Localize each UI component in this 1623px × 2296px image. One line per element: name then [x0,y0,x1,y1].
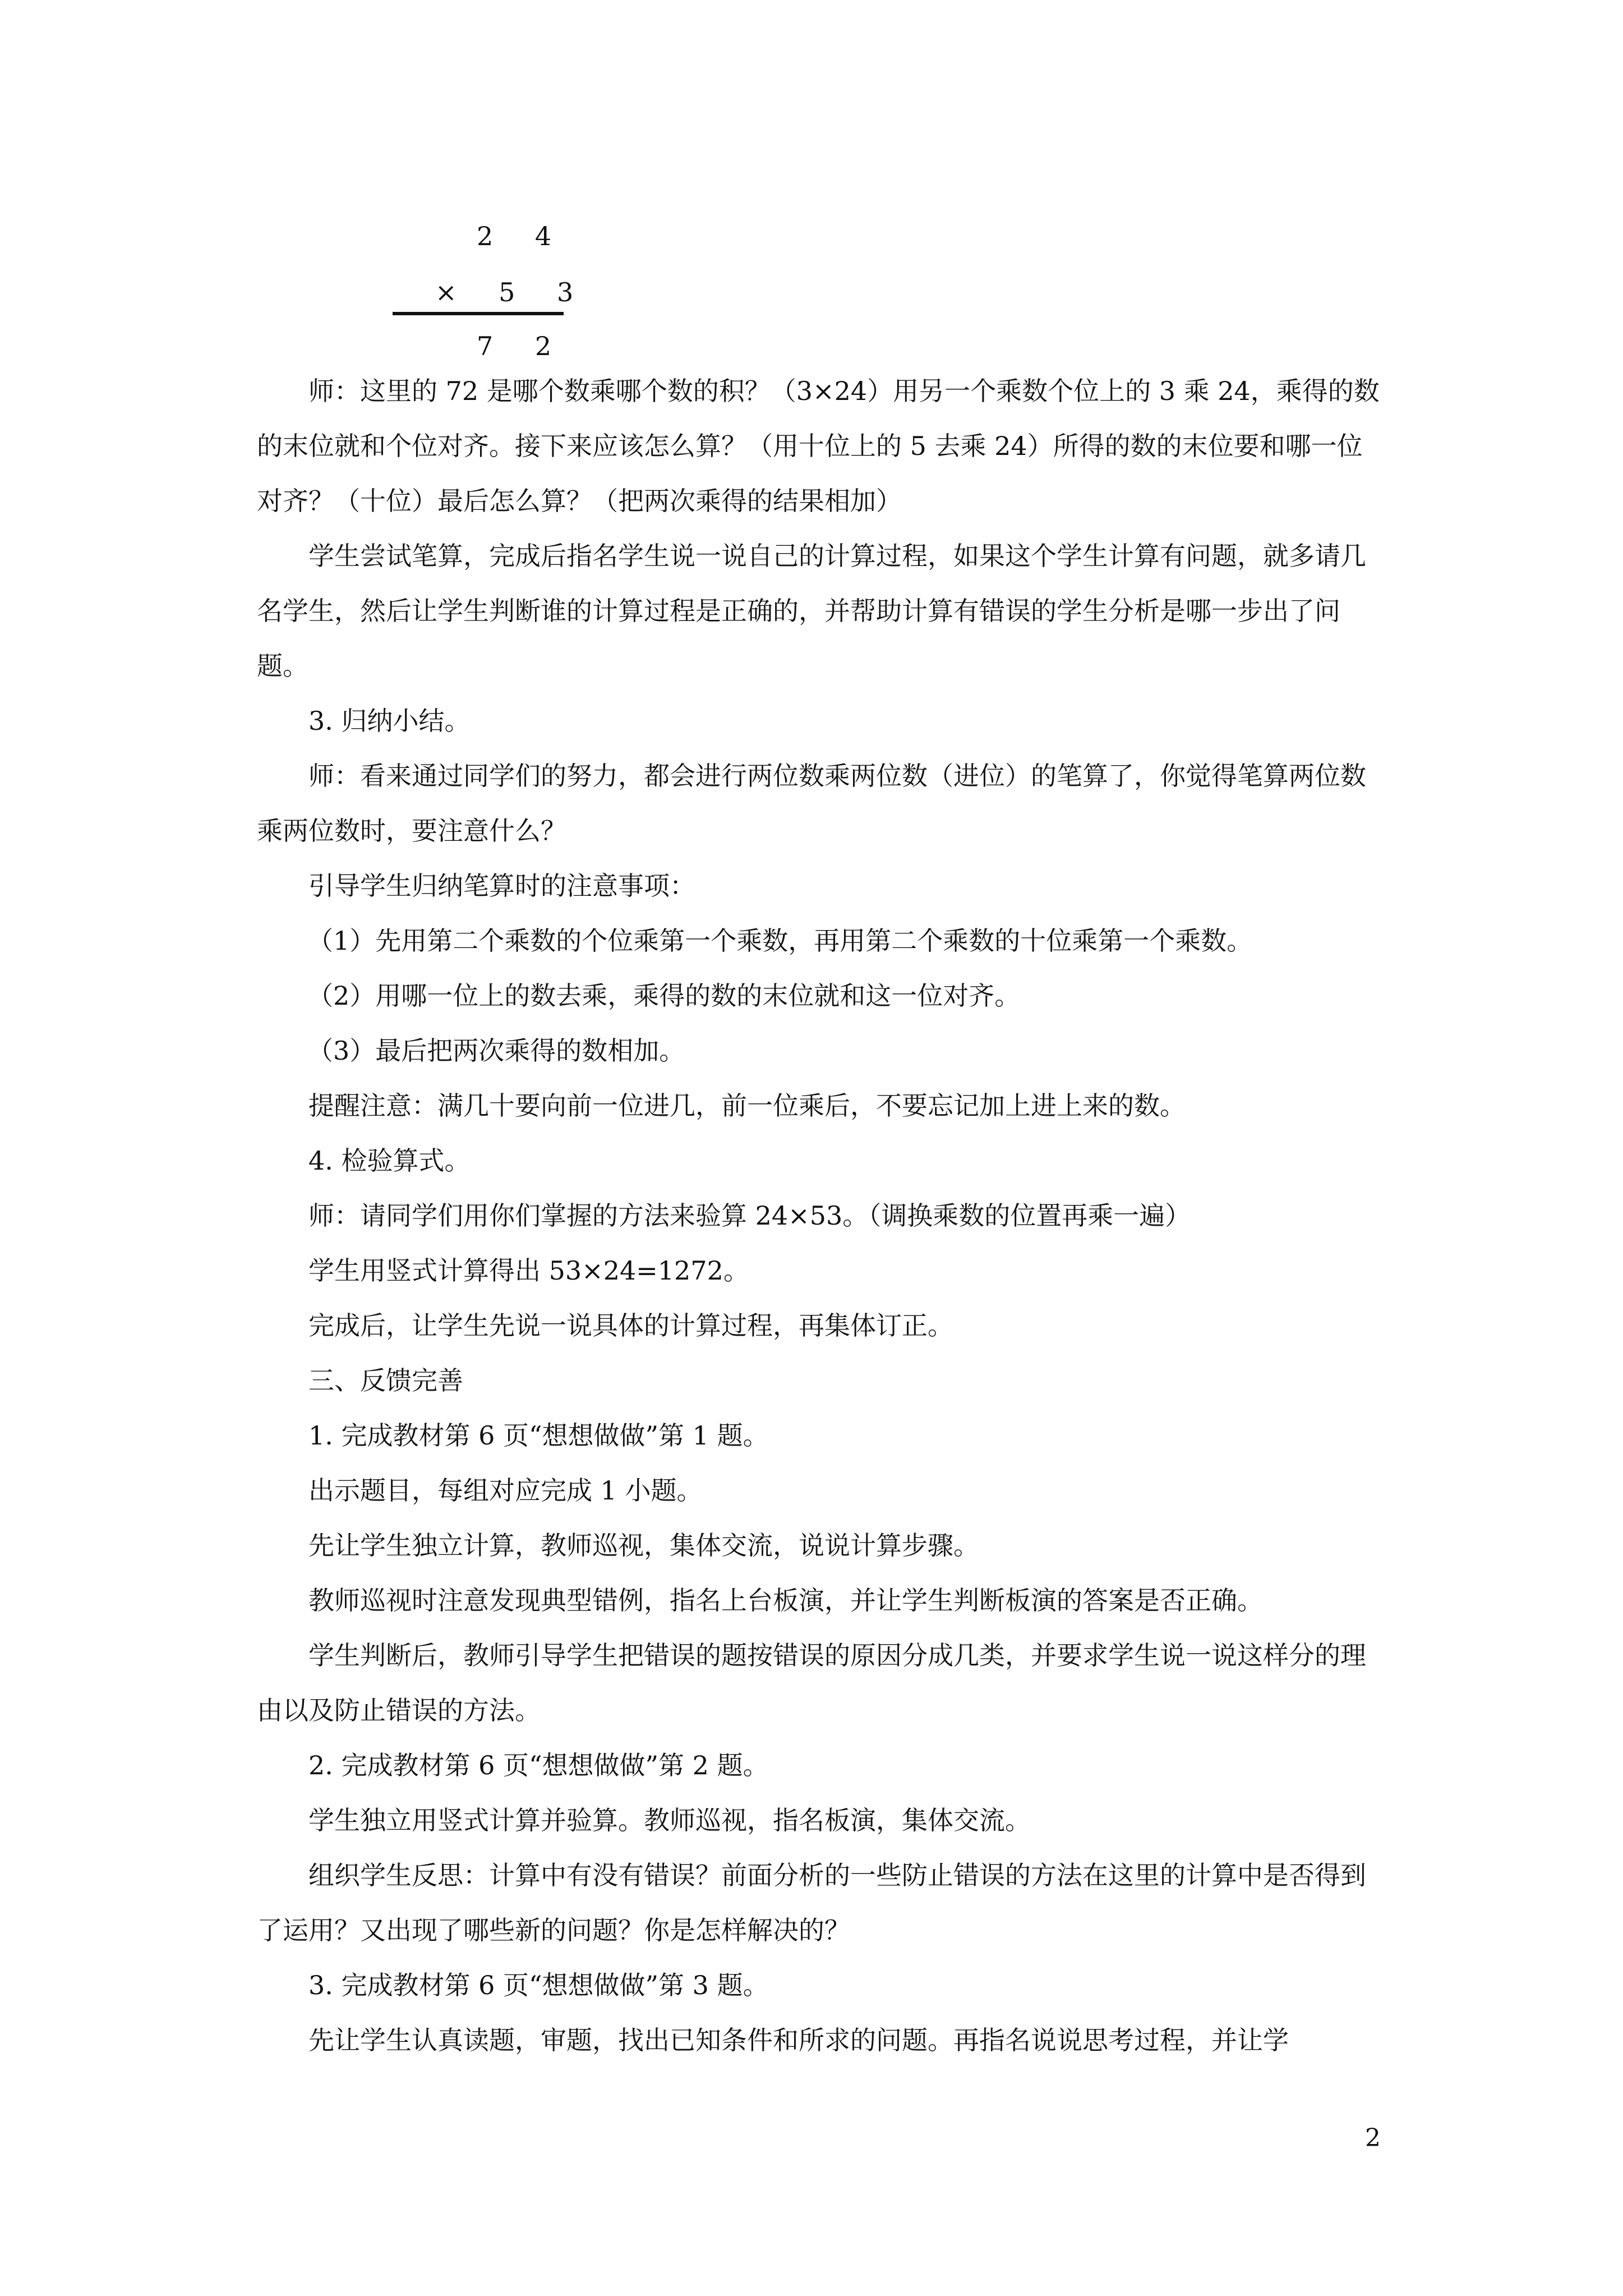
section-heading: 三、反馈完善 [308,1365,463,1396]
paragraph: 学生判断后，教师引导学生把错误的题按错误的原因分成几类，并要求学生说一说这样分的理由以及防止错误的方法。 [257,1640,1366,1726]
list-item: （1）先用第二个乘数的个位乘第一个乘数，再用第二个乘数的十位乘第一个乘数。 [307,926,1253,956]
calc-divider-line [393,312,564,315]
paragraph: 教师巡视时注意发现典型错例，指名上台板演，并让学生判断板演的答案是否正确。 [308,1585,1263,1616]
paragraph: 组织学生反思：计算中有没有错误？前面分析的一些防止错误的方法在这里的计算中是否得到了运用？又出现了哪些新的问题？你是怎样解决的？ [257,1860,1366,1945]
list-item: （2）用哪一位上的数去乘，乘得的数的末位就和这一位对齐。 [307,981,1021,1011]
list-item: （3）最后把两次乘得的数相加。 [307,1036,685,1066]
paragraph: 师：看来通过同学们的努力，都会进行两位数乘两位数（进位）的笔算了，你觉得笔算两位数乘两位数时，要注意什么？ [257,761,1366,846]
paragraph: 师：请同学们用你们掌握的方法来验算 24×53。（调换乘数的位置再乘一遍） [308,1200,1191,1231]
section-heading: 3. 完成教材第 6 页“想想做做”第 3 题。 [308,1970,769,2000]
paragraph: 先让学生独立计算，教师巡视，集体交流，说说计算步骤。 [308,1530,979,1561]
paragraph: 完成后，让学生先说一说具体的计算过程，再集体订正。 [308,1310,953,1341]
section-heading: 1. 完成教材第 6 页“想想做做”第 1 题。 [308,1420,769,1451]
paragraph: 先让学生认真读题，审题，找出已知条件和所求的问题。再指名说说思考过程，并让学 [308,2025,1289,2055]
paragraph: 出示题目，每组对应完成 1 小题。 [308,1475,703,1506]
section-heading: 3. 归纳小结。 [308,706,471,736]
section-heading: 2. 完成教材第 6 页“想想做做”第 2 题。 [308,1750,769,1780]
calc-multiplier: × 5 3 [435,277,591,307]
page-number: 2 [1365,2124,1381,2152]
paragraph: 提醒注意：满几十要向前一位进几，前一位乘后，不要忘记加上进上来的数。 [308,1091,1186,1121]
paragraph: 学生尝试笔算，完成后指名学生说一说自己的计算过程，如果这个学生计算有问题，就多请几名学生，然后让学生判断谁的计算过程是正确的，并帮助计算有错误的学生分析是哪一步出了问题。 [257,541,1366,681]
paragraph: 师：这里的 72 是哪个数乘哪个数的积？（3×24）用另一个乘数个位上的 3 乘 24，乘得的数的末位就和个位对齐。接下来应该怎么算？（用十位上的 5 去乘 24）所得的数的末位要和哪一位对齐？（十位）最后怎么算？（把两次乘得的结果相加） [257,376,1380,516]
calc-partial-product: 7 2 [477,331,569,361]
paragraph: 学生用竖式计算得出 53×24=1272。 [308,1255,749,1286]
calc-top-number: 2 4 [477,221,569,251]
document-body [257,364,1385,2068]
paragraph: 引导学生归纳笔算时的注意事项： [308,871,695,901]
paragraph: 学生独立用竖式计算并验算。教师巡视，指名板演，集体交流。 [308,1805,1031,1835]
section-heading: 4. 检验算式。 [308,1145,471,1176]
